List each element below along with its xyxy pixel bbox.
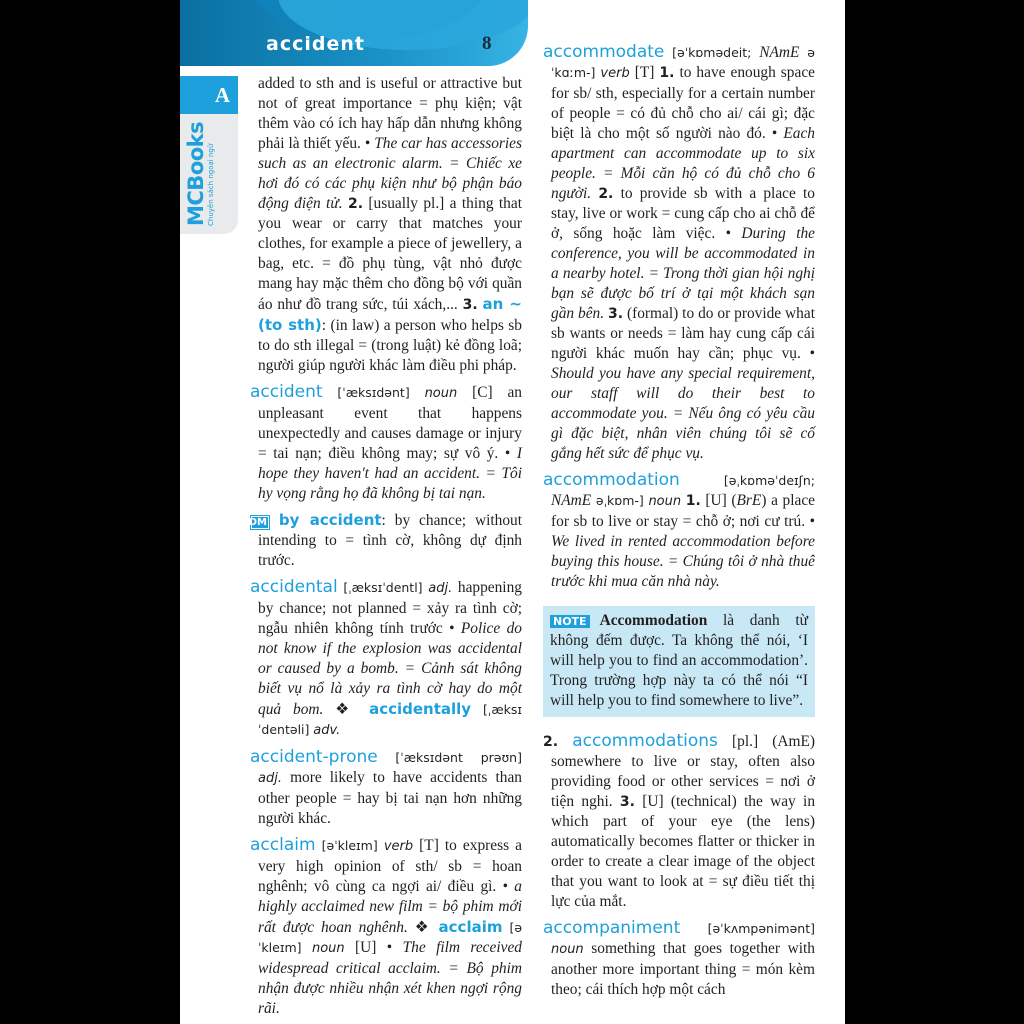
definition-text: happening by chance; not planned = xảy ra tình cờ; ngẫu nhiên không tính trước • (258, 579, 522, 637)
guide-word: accident (266, 33, 365, 55)
pronunciation: [əˈkɒmədeit; (672, 45, 760, 60)
example-text: I hope they haven't had an accident. = Tôi hy vọng rằng họ đã không bị tai nạn. (258, 445, 522, 502)
example-text: We lived in rented accommodation before buying this house. = Chúng tôi ở nhà thuê trước khi mua căn nhà này. (551, 533, 815, 590)
region-label: BrE (736, 492, 762, 509)
page-number: 8 (482, 33, 492, 54)
entry-accident-prone (250, 747, 522, 829)
entry-accompaniment (543, 918, 815, 1000)
idiom-phrase: by accident (278, 511, 382, 529)
brand-logo (186, 122, 215, 226)
example-text: a highly acclaimed new film = bộ phim mới rất được hoan nghênh. (258, 878, 522, 936)
definition-text: [U] ( (700, 492, 737, 509)
note-keyword: Accommodation (599, 612, 708, 629)
part-of-speech: noun (424, 386, 458, 401)
headword: accommodations (572, 731, 718, 751)
entry-accommodations (543, 731, 815, 912)
definition-text: : (in law) a person who helps sb to do sth illegal = (trong luật) kẻ đồng loã; người giúp người khác làm điều phi pháp. (258, 317, 522, 374)
definition-text: something that goes together with another more important thing = món kèm theo; cái thích hợp một cách (551, 940, 815, 998)
definition-text: [U] • (344, 939, 403, 956)
right-column (543, 42, 815, 1006)
entry-accident (250, 382, 522, 504)
sense-number: 3. (608, 306, 624, 322)
derived-headword: accidentally (369, 700, 472, 718)
entry-accommodate (543, 42, 815, 464)
pronunciation: [əˈkleɪm] (321, 838, 378, 853)
sense-number: 3. (619, 794, 635, 810)
usage-note (543, 606, 815, 717)
part-of-speech: noun (311, 941, 345, 956)
entry-accidental (250, 577, 522, 741)
pronunciation: [ˈæksɪdənt prəʊn] (395, 750, 522, 765)
example-text: The film received widespread critical acclaim. = Bộ phim nhận được nhiều nhận xét khen ngợi rộng rãi. (258, 939, 522, 1017)
region-label: NAmE (551, 492, 592, 509)
sense-number: 2. (598, 186, 614, 202)
definition-text: : by chance; without intending to = tình cờ, không dự định trước. (258, 512, 523, 569)
pronunciation: [əˈkʌmpənimənt] (707, 921, 815, 936)
entry-acclaim (250, 835, 522, 1019)
phrase-headword: an ~ (to sth) (258, 295, 522, 334)
part-of-speech: adj. (258, 771, 282, 786)
header-band (180, 0, 528, 66)
pronunciation: əˈkɑːm-] (551, 45, 815, 80)
idiom-by-accident (245, 510, 523, 571)
headword: accompaniment (543, 918, 681, 938)
definition-text: [T] to express a very high opinion of sth/ sb = hoan nghênh; vô cùng ca ngợi ai/ điều gì. • (258, 837, 522, 895)
brand-tagline: Chuyên sách ngoại ngữ (207, 143, 215, 226)
dictionary-page (180, 0, 845, 1024)
idiom-tag: IDM (250, 515, 270, 530)
sense-number: 1. (659, 65, 675, 81)
definition-text: ) a place for sb to live or stay = chỗ ở; nơi cư trú. • (551, 492, 815, 530)
definition-text: [pl.] (AmE) somewhere to live or stay, often also providing food or other services = nơi ở tiện nghi. (551, 733, 815, 810)
definition-text: added to sth and is useful or attractive but not of great importance = phụ kiện; vật thêm vào có ích hay hấp dẫn nhưng không phải là thiết yếu. • (258, 75, 522, 152)
pronunciation: [ˌæksɪˈdentəli] (258, 702, 522, 737)
headword: accommodation (543, 470, 680, 490)
definition-text: [U] (technical) the way in which part of your eye (the lens) automatically becomes flatter or thicker in order to create a clear image of the object that you want to look at = sự điều tiết thị lực của mắt. (551, 793, 816, 910)
headword: accidental (250, 577, 338, 597)
pronunciation: [ˈæksɪdənt] (337, 385, 410, 400)
part-of-speech: verb (600, 66, 630, 81)
left-column (245, 74, 523, 1024)
pronunciation: əˌkɒm-] (591, 493, 644, 508)
headword: acclaim (250, 835, 316, 855)
brand-name: MCBooks (184, 121, 208, 226)
example-text: Each apartment can accommodate up to six people. = Mỗi căn hộ có đủ chỗ cho 6 người. (551, 125, 815, 202)
pronunciation: [ˌæksɪˈdentl] (343, 580, 423, 595)
example-text: Should you have any special requirement, our staff will do their best to accommodate you. = Nếu ông có yêu cầu gì đặc biệt, nhân viên chúng tôi sẽ cố gắng hết sức để phục vụ. (551, 365, 815, 462)
definition-text: more likely to have accidents than other people = hay bị tai nạn hơn những người khác. (258, 769, 522, 827)
definition-text: [usually pl.] a thing that you wear or carry that matches your clothes, for example a piece of jewellery, a bag, etc. = đồ phụ tùng, vật nhỏ được mang hay mặc thêm cho đồng bộ với quần áo như đồ trang sức, túi xách,... (258, 195, 522, 313)
part-of-speech: noun (648, 494, 682, 509)
sense-number: 2. (347, 196, 364, 212)
derived-marker-icon: ❖ (323, 701, 370, 718)
derived-marker-icon: ❖ (407, 919, 439, 936)
part-of-speech: noun (551, 942, 584, 957)
part-of-speech: verb (383, 839, 414, 854)
sense-number: 2. (543, 734, 559, 750)
part-of-speech: adj. (428, 581, 453, 596)
entry-accommodation (543, 470, 815, 592)
headword: accident-prone (250, 747, 378, 767)
example-text: The car has accessories such as an electronic alarm. = Chiếc xe hơi đó có các phụ kiện như bộ phận báo động điện tử. (258, 135, 522, 212)
part-of-speech: adv. (313, 723, 341, 738)
sense-number: 3. (462, 297, 478, 313)
region-label: NAmE (759, 44, 800, 61)
example-text: During the conference, you will be accommodated in a nearby hotel. = Trong thời gian hội nghị bạn sẽ được bố trí ở tại một khách sạn gần bên. (551, 225, 815, 322)
grammar-code: [T] (629, 64, 660, 81)
note-text: là danh từ không đếm được. Ta không thể nói, ‘I will help you to find an accommodation’. Trong trường hợp này ta có thể nói “I will help you to find somewhere to live”. (550, 612, 808, 709)
definition-text: to have enough space for sb/ sth, especially for a certain number of people = có đủ chỗ cho ai/ cái gì; đặc biệt là cho một số người nào đó. • (551, 64, 815, 142)
definition-text: [C] an unpleasant event that happens unexpectedly and causes damage or injury = tai nạn; điều không may; sự vô ý. • (258, 384, 522, 462)
letter-tab: A (180, 76, 238, 114)
pronunciation: [əˈkleɪm] (258, 920, 523, 955)
entry-continuation (250, 74, 522, 376)
example-text: Police do not know if the explosion was accidental or caused by a bomb. = Cảnh sát không biết vụ nổ là xảy ra tình cờ hay do một quả bom. (258, 620, 522, 718)
pronunciation: [əˌkɒməˈdeɪʃn; (723, 473, 815, 488)
note-tag: NOTE (550, 615, 590, 628)
sense-number: 1. (685, 493, 701, 509)
brand-tab (180, 114, 238, 234)
derived-headword: acclaim (438, 918, 503, 936)
headword: accident (250, 382, 323, 402)
definition-text: (formal) to do or provide what sb wants or needs = làm hay cung cấp cái người khác muốn hay cần; phục vụ. • (551, 305, 815, 362)
headword: accommodate (543, 42, 665, 62)
definition-text: to provide sb with a place to stay, live or work = cung cấp cho ai chỗ để ở, sống hoặc làm việc. • (551, 185, 815, 242)
